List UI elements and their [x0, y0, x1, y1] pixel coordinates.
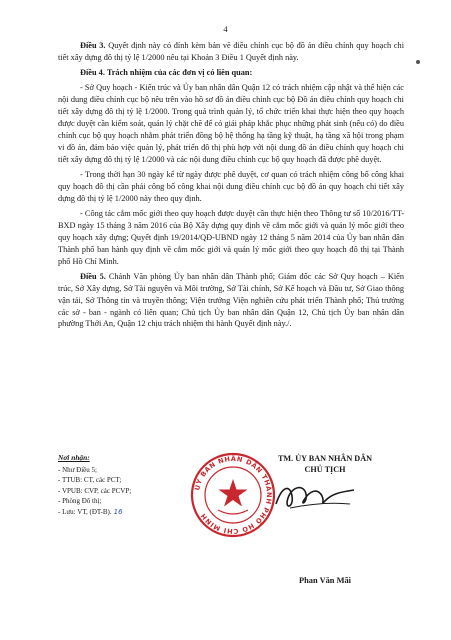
svg-text:ỦY BAN NHÂN DÂN THÀNH PHỐ HỒ C: ỦY BAN NHÂN DÂN THÀNH PHỐ HỒ CHÍ MINH — [193, 454, 274, 536]
page-number: 4 — [223, 24, 228, 34]
article-5-text: Chánh Văn phòng Ủy ban nhân dân Thành phố; Giám đốc các Sở Quy hoạch – Kiến trúc, Sở Xây dựng, Sở Tài nguyên và Môi trường, Sở Tài chính, Sở Kế hoạch và Đầu tư, Sở Giao thông vận tải, Sở Thông tin và truyền thông; Viện trưởng Viện nghiên cứu phát triển Thành phố; Thủ trưởng các sở - ban - ngành có liên quan; Chủ tịch Ủy ban nhân dân Quận 12, Chủ tịch Ủy ban nhân dân phường Thới An, Quận 12 chịu trách nhiệm thi hành Quyết định này./. — [58, 271, 404, 329]
signer-name: Phan Văn Mãi — [299, 576, 351, 585]
signature-title: TM. ỦY BAN NHÂN DÂN — [277, 454, 373, 463]
article-5-label: Điều 5. — [80, 271, 106, 281]
article-4-para-1: - Sở Quy hoạch - Kiến trúc và Ủy ban nhân dân Quận 12 có trách nhiệm cập nhật và thể hiện các nội dung điều chỉnh cục bộ nêu trên vào hồ sơ đồ án điều chỉnh cục bộ Đồ án điều chỉnh quy hoạch chi tiết xây dựng đô thị tỷ lệ 1/2000. Trong quá trình quản lý, tổ chức triển khai thực hiện theo quy hoạch được duyệt cần kiểm soát, quản lý chặt chẽ để có giải pháp khắc phục những phát sinh (nếu có) do điều chỉnh cục bộ quy hoạch nhằm phát triển đồng bộ hệ thống hạ tầng kỹ thuật, hạ tầng xã hội trong phạm vi đồ án, đảm bảo việc quản lý, phát triển đô thị phù hợp với nội dung đồ án điều chỉnh quy hoạch chi tiết xây dựng đô thị tỷ lệ 1/2000 và các nội dung điều chỉnh cục bộ quy hoạch đã được phê duyệt. — [58, 83, 404, 164]
article-3-text: Quyết định này có đính kèm bản vẽ điều chỉnh cục bộ đồ án điều chỉnh quy hoạch chi tiết xây dựng đô thị tỷ lệ 1/2000 nêu tại Khoản 3 Điều 1 Quyết định này. — [58, 41, 404, 62]
recipient-item: - Như Điều 5; — [58, 465, 97, 474]
article-4-para-3: - Công tác cắm mốc giới theo quy hoạch được duyệt cần thực hiện theo Thông tư số 10/2016/TT-BXD ngày 15 tháng 3 năm 2016 của Bộ Xây dựng quy định về cắm mốc giới và quản lý mốc giới theo quy hoạch xây dựng; Quyết định 19/2014/QĐ-UBND ngày 12 tháng 5 năm 2014 của Ủy ban nhân dân Thành phố ban hành quy định về cắm mốc giới và quản lý mốc giới theo quy hoạch đô thị tại Thành phố Hồ Chí Minh. — [58, 208, 404, 266]
article-5 — [58, 271, 404, 331]
signature-authority — [250, 453, 400, 475]
recipient-item: - VPUB: CVP, các PCVP; — [58, 486, 132, 495]
recipient-item: - Phòng Đô thị; — [58, 497, 102, 505]
handwritten-signature-icon — [270, 478, 360, 514]
recipient-item: - TTUB: CT, các PCT; — [58, 476, 122, 484]
article-3 — [58, 40, 404, 64]
stray-mark — [416, 60, 420, 64]
article-3-label: Điều 3. — [80, 41, 106, 50]
handwritten-note: 16 — [113, 507, 123, 516]
signature-position: CHỦ TỊCH — [304, 465, 346, 474]
recipient-item: - Lưu: VT, (ĐT-B). 16 — [58, 507, 123, 516]
recipients-heading: Nơi nhận: — [58, 453, 90, 462]
decision-body — [58, 40, 404, 334]
article-4-heading: Điều 4. Trách nhiệm của các đơn vị có liên quan: — [80, 68, 253, 78]
article-4-para-2: - Trong thời hạn 30 ngày kể từ ngày được phê duyệt, cơ quan có trách nhiệm công bố công khai quy hoạch đô thị cần phải công bố công khai nội dung điều chỉnh cục bộ đồ án quy hoạch chi tiết xây dựng đô thị tỷ lệ 1/2000 này theo quy định. — [58, 169, 404, 203]
